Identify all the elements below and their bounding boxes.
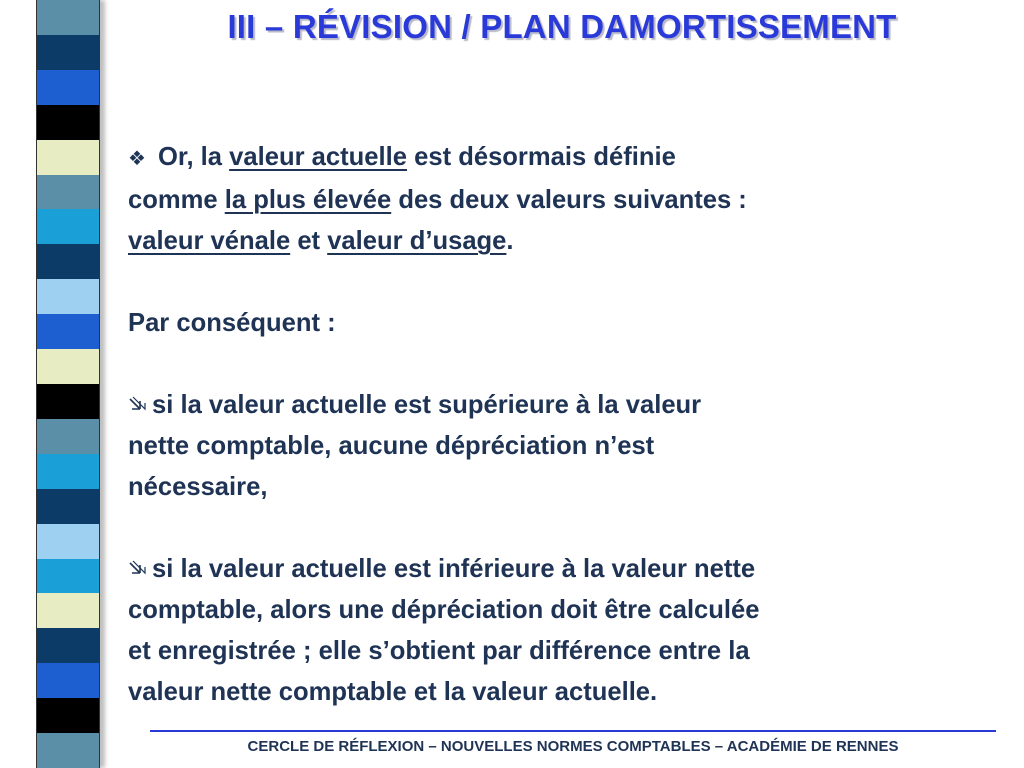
- stripe-block: [37, 35, 99, 70]
- outline-arrow-icon: [128, 385, 150, 426]
- outline-arrow-icon: [128, 549, 150, 590]
- para3-line1: [128, 385, 988, 426]
- para3-line2: nette comptable, aucune dépréciation n’est: [128, 432, 655, 460]
- text: est désormais définie: [406, 143, 676, 171]
- spacer: [128, 508, 988, 549]
- stripe-block: [37, 279, 99, 314]
- stripe-block: [37, 175, 99, 210]
- para2: Par conséquent :: [128, 309, 336, 337]
- stripe-block: [37, 244, 99, 279]
- slide-body: [128, 137, 988, 713]
- para4-line2: comptable, alors une dépréciation doit être calculée: [128, 596, 760, 624]
- stripe-block: [37, 0, 99, 35]
- stripe-block: [37, 314, 99, 349]
- underlined-term: la plus élevée: [224, 186, 392, 214]
- text: et: [290, 227, 328, 255]
- stripe-block: [37, 663, 99, 698]
- stripe-block: [37, 628, 99, 663]
- stripe-block: [37, 140, 99, 175]
- stripe-block: [37, 489, 99, 524]
- para4-line3: et enregistrée ; elle s’obtient par différence entre la: [128, 637, 750, 665]
- text: des deux valeurs suivantes :: [391, 186, 747, 214]
- stripe-block: [37, 70, 99, 105]
- footer-rule: [150, 730, 996, 732]
- diamond-bullet-icon: ❖: [128, 148, 146, 170]
- para4-line1: [128, 549, 988, 590]
- underlined-term: valeur actuelle: [229, 143, 407, 171]
- footer-text: CERCLE DE RÉFLEXION – NOUVELLES NORMES COMPTABLES – ACADÉMIE DE RENNES: [247, 738, 899, 755]
- stripe-block: [37, 733, 99, 768]
- underlined-term: valeur vénale: [128, 227, 291, 255]
- text: Or, la: [158, 143, 230, 171]
- para1-line1: [128, 137, 988, 180]
- text: si la valeur actuelle est inférieure à la valeur nette: [152, 555, 756, 583]
- stripe-block: [37, 384, 99, 419]
- stripe-block: [37, 419, 99, 454]
- text: si la valeur actuelle est supérieure à la valeur: [152, 391, 702, 419]
- stripe-block: [37, 559, 99, 594]
- para3-line3: nécessaire,: [128, 473, 268, 501]
- stripe-block: [37, 209, 99, 244]
- stripe-block: [37, 349, 99, 384]
- spacer: [128, 344, 988, 385]
- para4-line4: valeur nette comptable et la valeur actuelle.: [128, 678, 658, 706]
- stripe-block: [37, 593, 99, 628]
- para1-line2: [128, 180, 988, 221]
- text: .: [506, 227, 514, 255]
- slide-title: III – RÉVISION / PLAN DAMORTISSEMENT: [227, 8, 897, 45]
- para1-line3: [128, 221, 988, 262]
- stripe-block: [37, 698, 99, 733]
- text: comme: [128, 186, 225, 214]
- underlined-term: valeur d’usage: [327, 227, 507, 255]
- decorative-color-stripe: [36, 0, 100, 768]
- stripe-block: [37, 105, 99, 140]
- stripe-block: [37, 454, 99, 489]
- spacer: [128, 262, 988, 303]
- stripe-block: [37, 524, 99, 559]
